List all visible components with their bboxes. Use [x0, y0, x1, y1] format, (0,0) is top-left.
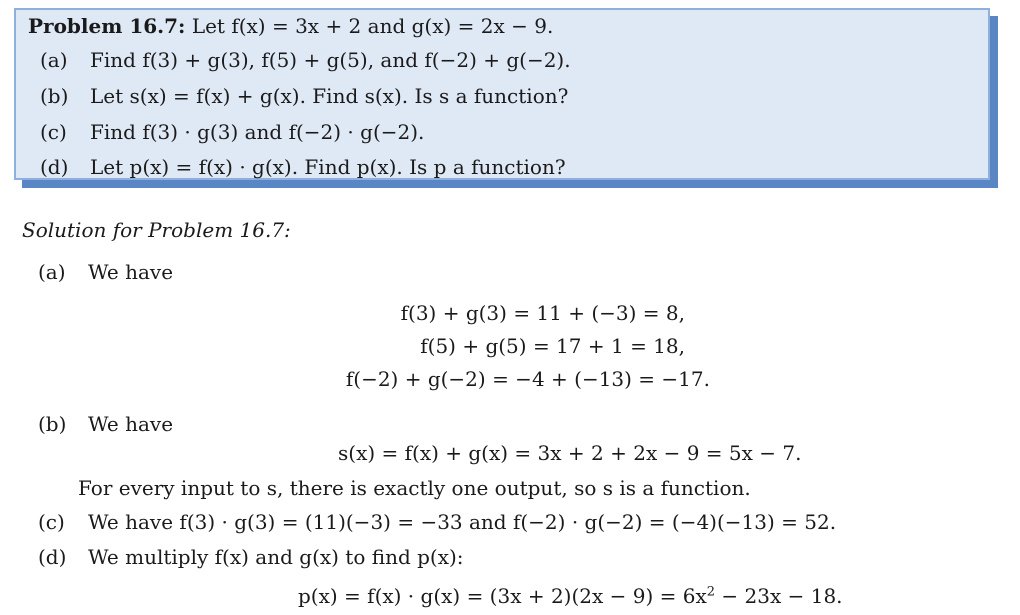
problem-heading: Problem 16.7:: [28, 14, 186, 38]
problem-statement: Let f(x) = 3x + 2 and g(x) = 2x − 9.: [191, 14, 554, 38]
part-label: (b): [38, 412, 67, 436]
part-label: (b): [40, 84, 69, 108]
part-text: Find f(3) · g(3) and f(−2) · g(−2).: [90, 120, 425, 144]
part-label: (d): [40, 155, 69, 179]
part-label: (a): [40, 48, 68, 72]
equation-a-2: f(5) + g(5) = 17 + 1 = 18,: [420, 334, 685, 358]
problem-part-c: [40, 120, 424, 144]
part-label: (c): [38, 510, 65, 534]
problem-header: [28, 14, 553, 38]
solution-b-conclusion: For every input to s, there is exactly one output, so s is a function.: [78, 476, 751, 500]
problem-part-b: [40, 84, 568, 108]
equation-d: $p(x) = f(x) \cdot g(x) = (3x + 2)(2x - 9) = 6x^2 - 23x - 18$.: [298, 584, 843, 608]
solution-title: Solution for Problem 16.7:: [22, 218, 291, 242]
equation-b: s(x) = f(x) + g(x) = 3x + 2 + 2x − 9 = 5x − 7.: [338, 441, 802, 465]
solution-a-intro: (a) We have: [38, 260, 174, 284]
part-text: Let s(x) = f(x) + g(x). Find s(x). Is s a function?: [90, 84, 569, 108]
solution-b-intro: (b) We have: [38, 412, 174, 436]
solution-d-intro: (d) We multiply f(x) and g(x) to find p(x):: [38, 545, 464, 569]
solution-c: (c) We have f(3) · g(3) = (11)(−3) = −33 and f(−2) · g(−2) = (−4)(−13) = 52.: [38, 510, 837, 534]
equation-a-3: f(−2) + g(−2) = −4 + (−13) = −17.: [345, 367, 710, 391]
part-text: Find f(3) + g(3), f(5) + g(5), and f(−2) + g(−2).: [90, 48, 571, 72]
part-text: Let p(x) = f(x) · g(x). Find p(x). Is p a function?: [90, 155, 566, 179]
part-label: (a): [38, 260, 66, 284]
part-label: (c): [40, 120, 67, 144]
problem-part-a: [40, 48, 571, 72]
equation-a-1: f(3) + g(3) = 11 + (−3) = 8,: [400, 301, 685, 325]
problem-part-d: [40, 155, 566, 179]
part-label: (d): [38, 545, 67, 569]
